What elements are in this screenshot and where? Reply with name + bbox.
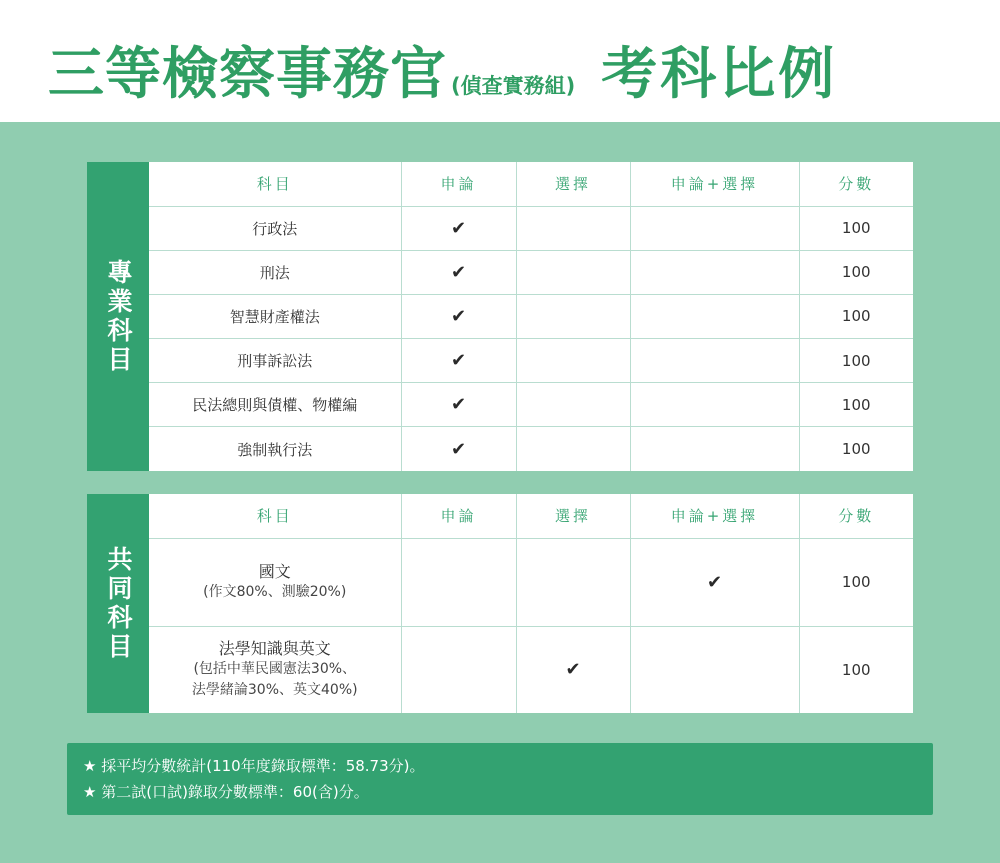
- header: [0, 0, 1000, 122]
- choice-cell: [516, 383, 630, 427]
- essay-cell: [401, 250, 516, 294]
- subject-name: 國文: [258, 562, 291, 581]
- common-label: 共同科目: [104, 545, 133, 662]
- subject-cell: 智慧財產權法: [149, 294, 401, 338]
- footer-note-2: ★ 第二試(口試)錄取分數標準：60(含)分。: [83, 783, 369, 801]
- table-row: [149, 626, 913, 713]
- score-cell: 100: [799, 339, 913, 383]
- essay-cell: [401, 626, 516, 713]
- subject-name: 法學知識與英文: [218, 639, 331, 659]
- essay-cell: [401, 206, 516, 250]
- check-icon: ✔: [450, 350, 467, 372]
- header-choice: 選擇: [516, 494, 630, 538]
- table-row: [149, 383, 913, 427]
- table-row: [149, 339, 913, 383]
- check-icon: ✔: [565, 659, 581, 681]
- subject-cell: [149, 626, 401, 713]
- choice-cell: [516, 626, 630, 713]
- header-subject: 科目: [149, 162, 401, 206]
- header-score: 分數: [799, 162, 913, 206]
- score-cell: 100: [799, 294, 913, 338]
- header-essay: 申論: [401, 162, 516, 206]
- check-icon: ✔: [450, 438, 467, 460]
- mixed-cell: [630, 339, 799, 383]
- title-main: 三等檢察事務官: [48, 42, 447, 107]
- mixed-cell: [630, 538, 799, 626]
- subject-cell: 強制執行法: [149, 427, 401, 471]
- professional-subjects-section: [87, 162, 913, 471]
- professional-table: [149, 162, 913, 471]
- mixed-cell: [630, 206, 799, 250]
- header-essay: 申論: [401, 494, 516, 538]
- table-header-row: [149, 494, 913, 538]
- check-icon: ✔: [450, 217, 467, 239]
- subject-cell: 刑事訴訟法: [149, 339, 401, 383]
- mixed-cell: [630, 294, 799, 338]
- footer-note-1: ★ 採平均分數統計(110年度錄取標準：58.73分)。: [83, 757, 425, 775]
- title-suffix: 考科比例: [601, 42, 838, 107]
- score-cell: 100: [799, 206, 913, 250]
- professional-side-label: [87, 162, 149, 471]
- essay-cell: [401, 339, 516, 383]
- mixed-cell: [630, 250, 799, 294]
- title-subtitle: (偵查實務組): [451, 74, 576, 98]
- mixed-cell: [630, 383, 799, 427]
- table-row: [149, 206, 913, 250]
- subject-cell: 民法總則與債權、物權編: [149, 383, 401, 427]
- choice-cell: [516, 339, 630, 383]
- subject-note: (作文80%、測驗20%): [203, 584, 347, 600]
- header-subject: 科目: [149, 494, 401, 538]
- subject-cell: 刑法: [149, 250, 401, 294]
- common-subjects-section: [87, 494, 913, 713]
- mixed-cell: [630, 427, 799, 471]
- table-row: [149, 538, 913, 626]
- table-row: [149, 294, 913, 338]
- score-cell: 100: [799, 538, 913, 626]
- choice-cell: [516, 250, 630, 294]
- check-icon: ✔: [450, 305, 467, 327]
- common-side-label: [87, 494, 149, 713]
- choice-cell: [516, 427, 630, 471]
- choice-cell: [516, 538, 630, 626]
- header-mixed: 申論+選擇: [630, 494, 799, 538]
- footer-notes: [67, 743, 933, 815]
- essay-cell: [401, 427, 516, 471]
- mixed-cell: [630, 626, 799, 713]
- essay-cell: [401, 383, 516, 427]
- subject-note: (包括中華民國憲法30%、: [193, 661, 357, 678]
- score-cell: 100: [799, 250, 913, 294]
- check-icon: ✔: [450, 261, 467, 283]
- choice-cell: [516, 294, 630, 338]
- score-cell: 100: [799, 626, 913, 713]
- header-choice: 選擇: [516, 162, 630, 206]
- table-row: [149, 250, 913, 294]
- table-row: [149, 427, 913, 471]
- header-score: 分數: [799, 494, 913, 538]
- subject-cell: 行政法: [149, 206, 401, 250]
- check-icon: ✔: [706, 571, 723, 593]
- score-cell: 100: [799, 383, 913, 427]
- common-table: [149, 494, 913, 713]
- choice-cell: [516, 206, 630, 250]
- professional-label: 專業科目: [104, 258, 133, 375]
- subject-note: 法學緒論30%、英文40%): [191, 682, 358, 699]
- table-header-row: [149, 162, 913, 206]
- check-icon: ✔: [450, 394, 467, 416]
- page-title: [48, 30, 837, 110]
- header-mixed: 申論+選擇: [630, 162, 799, 206]
- essay-cell: [401, 538, 516, 626]
- essay-cell: [401, 294, 516, 338]
- score-cell: 100: [799, 427, 913, 471]
- subject-cell: [149, 538, 401, 626]
